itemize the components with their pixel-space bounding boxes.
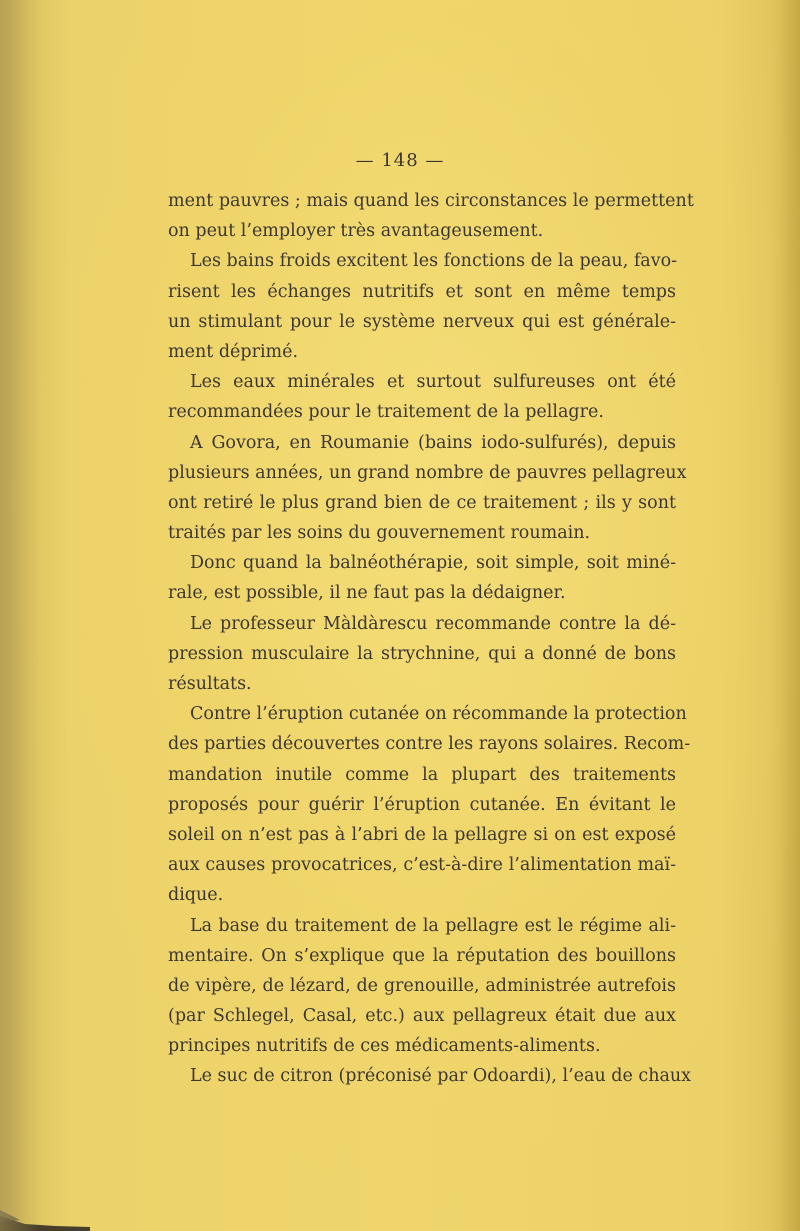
text-line: Le suc de citron (préconisé par Odoardi), l’eau de chaux <box>190 1066 692 1087</box>
text-line: mandation inutile comme la plupart des traitements <box>168 764 676 785</box>
text-line: traités par les soins du gouvernement roumain. <box>168 523 591 544</box>
text-line: principes nutritifs de ces médicaments-aliments. <box>168 1036 601 1057</box>
body-text <box>168 186 694 1092</box>
page-fold-mark <box>0 1196 90 1231</box>
text-line: un stimulant pour le système nerveux qui est générale- <box>168 311 676 332</box>
text-line: La base du traitement de la pellagre est le régime ali- <box>190 915 676 936</box>
text-line: Les eaux minérales et surtout sulfureuses ont été <box>190 372 676 393</box>
text-line: pression musculaire la strychnine, qui a donné de bons <box>168 643 676 664</box>
text-line: risent les échanges nutritifs et sont en même temps <box>168 281 676 302</box>
text-line: rale, est possible, il ne faut pas la dédaigner. <box>168 583 566 604</box>
text-line: mentaire. On s’explique que la réputation des bouillons <box>168 945 676 966</box>
page-number: — 148 — <box>355 150 445 171</box>
text-line: des parties découvertes contre les rayons solaires. Recom- <box>168 734 691 755</box>
text-line: Le professeur Màldàrescu recommande contre la dé- <box>190 613 676 634</box>
text-line: plusieurs années, un grand nombre de pauvres pellagreux <box>168 462 687 483</box>
text-line: aux causes provocatrices, c’est-à-dire l’alimentation maï- <box>168 855 676 876</box>
text-line: Les bains froids excitent les fonctions de la peau, favo- <box>190 251 678 272</box>
text-line: (par Schlegel, Casal, etc.) aux pellagreux était due aux <box>168 1006 676 1027</box>
text-line: dique. <box>168 885 224 906</box>
text-line: proposés pour guérir l’éruption cutanée. En évitant le <box>168 794 676 815</box>
text-line: ont retiré le plus grand bien de ce traitement ; ils y sont <box>168 492 676 513</box>
text-line: Donc quand la balnéothérapie, soit simple, soit miné- <box>190 553 676 574</box>
text-line: Contre l’éruption cutanée on récommande la protection <box>190 704 687 725</box>
text-line: ment pauvres ; mais quand les circonstances le permettent <box>168 191 694 211</box>
text-line: recommandées pour le traitement de la pellagre. <box>168 402 604 423</box>
text-line: résultats. <box>168 674 252 694</box>
text-line: A Govora, en Roumanie (bains iodo-sulfurés), depuis <box>190 432 676 453</box>
text-line: soleil on n’est pas à l’abri de la pellagre si on est exposé <box>168 824 676 845</box>
text-line: de vipère, de lézard, de grenouille, administrée autrefois <box>168 975 676 996</box>
text-line: on peut l’employer très avantageusement. <box>168 221 544 242</box>
text-line: ment déprimé. <box>168 341 299 362</box>
